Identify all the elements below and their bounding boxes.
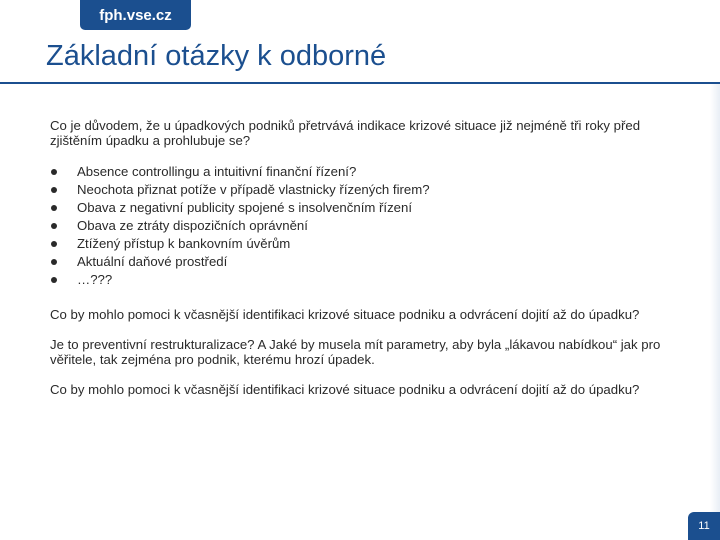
page-number-badge [688, 512, 720, 540]
bullet-list [50, 163, 670, 289]
bullet-text: Neochota přiznat potíže v případě vlastnicky řízených firem? [77, 182, 430, 197]
question-paragraph-3: Je to preventivní restrukturalizace? A Jaké by musela mít parametry, aby byla „lákavou nabídkou“ jak pro věřitele, tak zejména pro podnik, kterému hrozí úpadek. [50, 337, 661, 367]
bullet-text: Obava ze ztráty dispozičních oprávnění [77, 218, 308, 233]
bullet-text: …??? [77, 272, 113, 287]
bullet-icon [51, 259, 57, 265]
bullet-icon [51, 205, 57, 211]
bullet-icon [51, 223, 57, 229]
slide-title: Základní otázky k odborné [46, 40, 387, 72]
bullet-icon [51, 277, 57, 283]
bullet-icon [51, 187, 57, 193]
bullet-text: Ztížený přístup k bankovním úvěrům [77, 236, 291, 251]
page-number: 11 [698, 520, 710, 532]
list-item [50, 235, 670, 253]
bullet-text: Absence controllingu a intuitivní finanční řízení? [77, 164, 357, 179]
list-item [50, 217, 670, 235]
bullet-icon [51, 241, 57, 247]
question-paragraph-4: Co by mohlo pomoci k včasnější identifikaci krizové situace podniku a odvrácení dojití až do úpadku? [50, 382, 640, 397]
slide-content [50, 118, 670, 412]
site-logo [80, 0, 191, 30]
list-item [50, 181, 670, 199]
bullet-icon [51, 169, 57, 175]
list-item [50, 163, 670, 181]
slide-edge-shade [710, 84, 720, 540]
question-paragraph-1: Co je důvodem, že u úpadkových podniků přetrvává indikace krizové situace již nejméně tři roky před zjištěním úpadku a prohlubuje se? [50, 118, 641, 148]
bullet-text: Obava z negativní publicity spojené s insolvenčním řízení [77, 200, 412, 215]
list-item [50, 271, 670, 289]
logo-text: fph.vse.cz [99, 6, 172, 24]
bullet-text: Aktuální daňové prostředí [77, 254, 228, 269]
question-paragraph-2: Co by mohlo pomoci k včasnější identifikaci krizové situace podniku a odvrácení dojití až do úpadku? [50, 307, 640, 322]
list-item [50, 253, 670, 271]
list-item [50, 199, 670, 217]
title-divider [0, 82, 720, 84]
